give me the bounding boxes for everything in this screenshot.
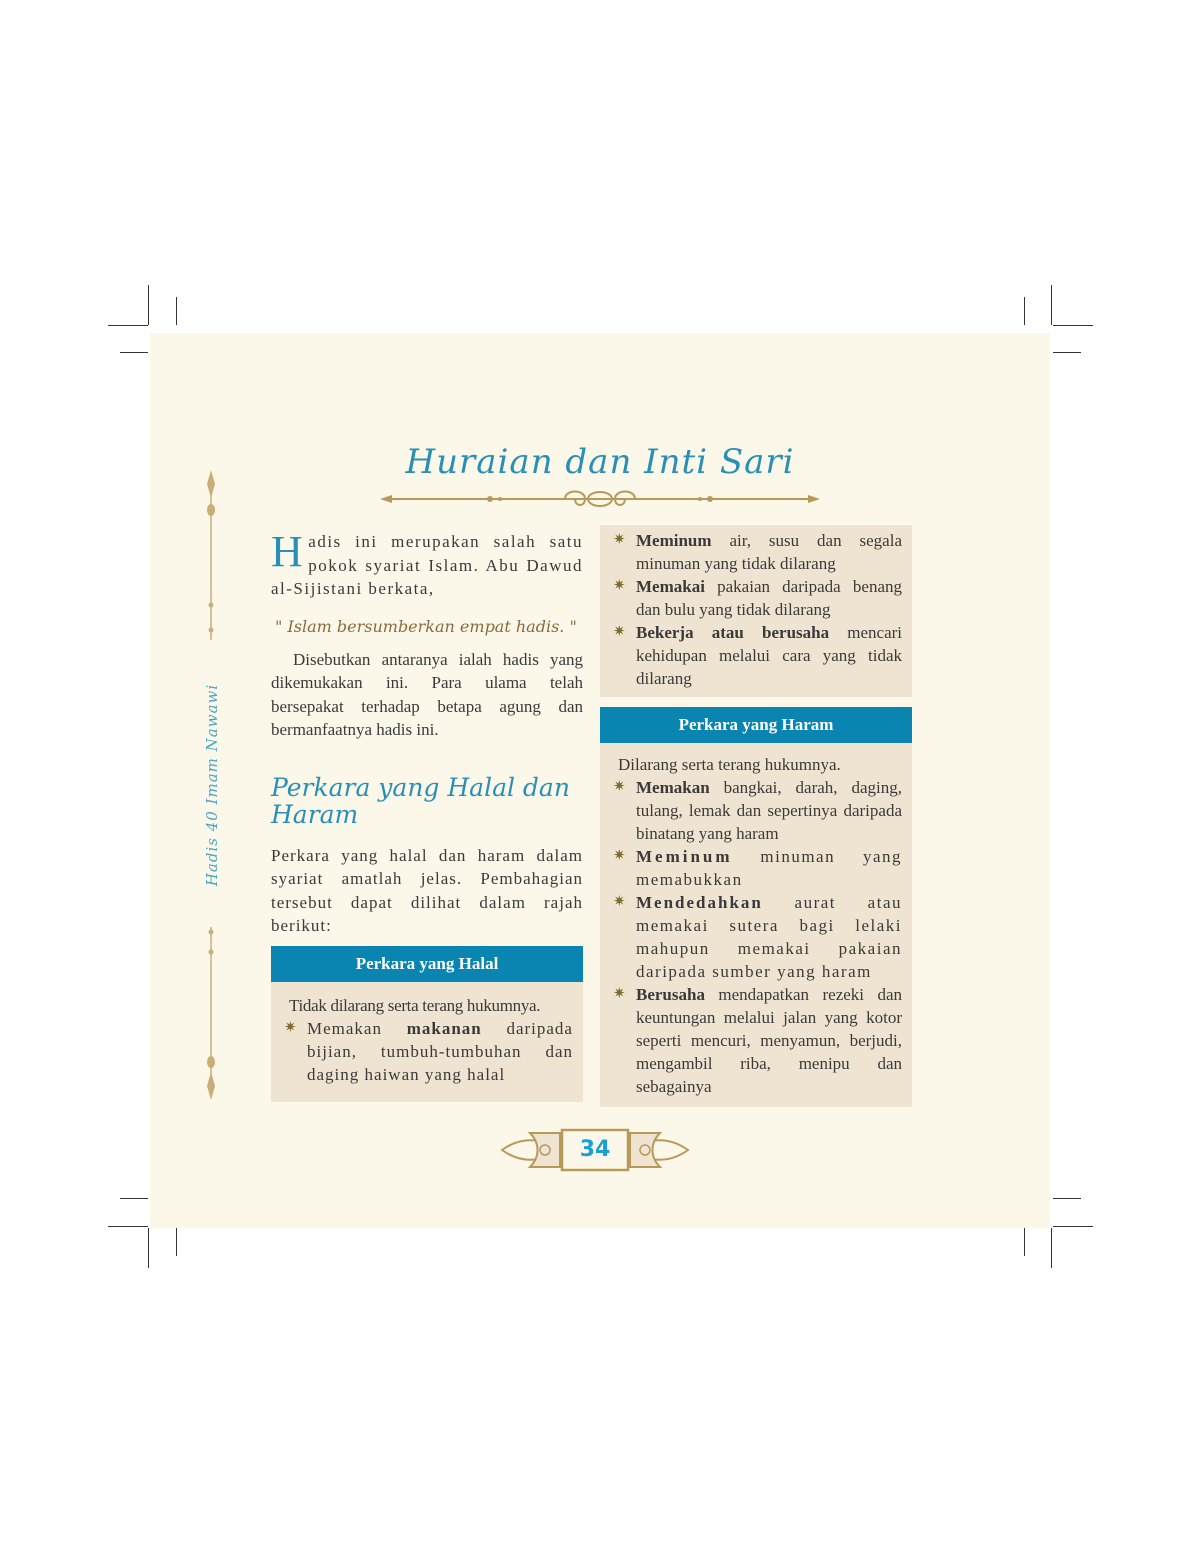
running-header (197, 683, 227, 887)
dropcap: H (271, 527, 305, 576)
crop-mark (1024, 297, 1025, 325)
crop-mark (1053, 325, 1093, 326)
section-paragraph: Perkara yang halal dan haram dalam syariat amatlah jelas. Pembahagian tersebut dapat dilihat dalam rajah berikut: (271, 845, 583, 935)
crop-mark (1051, 1228, 1052, 1268)
crop-mark (120, 1198, 148, 1199)
list-item: ✷ Memakai pakaian daripada benang dan bulu yang tidak dilarang (613, 577, 902, 619)
star-bullet-icon: ✷ (613, 779, 626, 795)
star-bullet-icon: ✷ (613, 848, 628, 864)
star-bullet-icon: ✷ (613, 578, 626, 594)
list-item: ✷ Berusaha mendapatkan rezeki dan keuntungan melalui jalan yang kotor seperti mencuri, menyamun, berjudi, mengambil riba, menipu dan sebagainya (613, 985, 902, 1096)
halal-box-header: Perkara yang Halal (271, 946, 583, 982)
list-item: ✷ Meminum minuman yang memabukkan (613, 847, 902, 889)
haram-box-header: Perkara yang Haram (600, 707, 912, 743)
paragraph: Disebutkan antaranya ialah hadis yang dikemukakan ini. Para ulama telah bersepakat terhadap betapa agung dan bermanfaatnya hadis ini. (271, 649, 583, 739)
crop-mark (176, 1228, 177, 1256)
side-ornament-top-icon (203, 470, 219, 650)
haram-box-body (600, 743, 912, 1107)
halal-box-continued-body (600, 525, 912, 697)
crop-mark (1024, 1228, 1025, 1256)
running-header-text: Hadis 40 Imam Nawawi (203, 683, 221, 887)
halal-box (271, 946, 583, 1102)
star-bullet-icon: ✷ (613, 986, 626, 1002)
crop-mark (108, 1226, 148, 1227)
halal-box-body (271, 982, 583, 1102)
page-number: 34 (579, 1137, 611, 1162)
star-bullet-icon: ✷ (613, 624, 626, 640)
side-ornament-bottom-icon (203, 922, 219, 1100)
section-title: Perkara yang Halal dan Haram (271, 772, 570, 829)
list-item: ✷ Mendedahkan aurat atau memakai sutera bagi lelaki mahupun memakai pakaian daripada sumber yang haram (613, 893, 902, 981)
list-item: ✷ Bekerja atau berusaha mencari kehidupan melalui cara yang tidak dilarang (613, 623, 902, 688)
list-item: ✷ Meminum air, susu dan segala minuman yang tidak dilarang (613, 531, 902, 573)
left-column (271, 527, 583, 938)
crop-mark (148, 285, 149, 325)
crop-mark (120, 352, 148, 353)
crop-mark (1053, 1226, 1093, 1227)
quote: " Islam bersumberkan empat hadis. " (275, 616, 577, 636)
star-bullet-icon: ✷ (613, 894, 628, 910)
haram-lead: Dilarang serta terang hukumnya. (618, 755, 841, 774)
title-divider-ornament-icon (380, 485, 820, 513)
halal-box-continued (600, 525, 912, 697)
star-bullet-icon: ✷ (613, 532, 626, 548)
page-number-badge (500, 1125, 690, 1175)
list-item: ✷ Memakan bangkai, darah, daging, tulang, lemak dan sepertinya daripada binatang yang haram (613, 778, 902, 843)
halal-lead: Tidak dilarang serta terang hukumnya. (289, 996, 541, 1015)
intro-text: adis ini merupakan salah satu pokok syariat Islam. Abu Dawud al-Sijistani berkata, (271, 532, 583, 598)
crop-mark (108, 325, 148, 326)
crop-mark (176, 297, 177, 325)
page-title: Huraian dan Inti Sari (405, 442, 795, 482)
star-bullet-icon: ✷ (284, 1020, 298, 1036)
crop-mark (1051, 285, 1052, 325)
crop-mark (1053, 1198, 1081, 1199)
crop-mark (1053, 352, 1081, 353)
intro-paragraph (271, 527, 583, 601)
list-item: ✷ Memakan makanan daripada bijian, tumbuh-tumbuhan dan daging haiwan yang halal (284, 1019, 573, 1084)
crop-mark (148, 1228, 149, 1268)
haram-box (600, 707, 912, 1107)
